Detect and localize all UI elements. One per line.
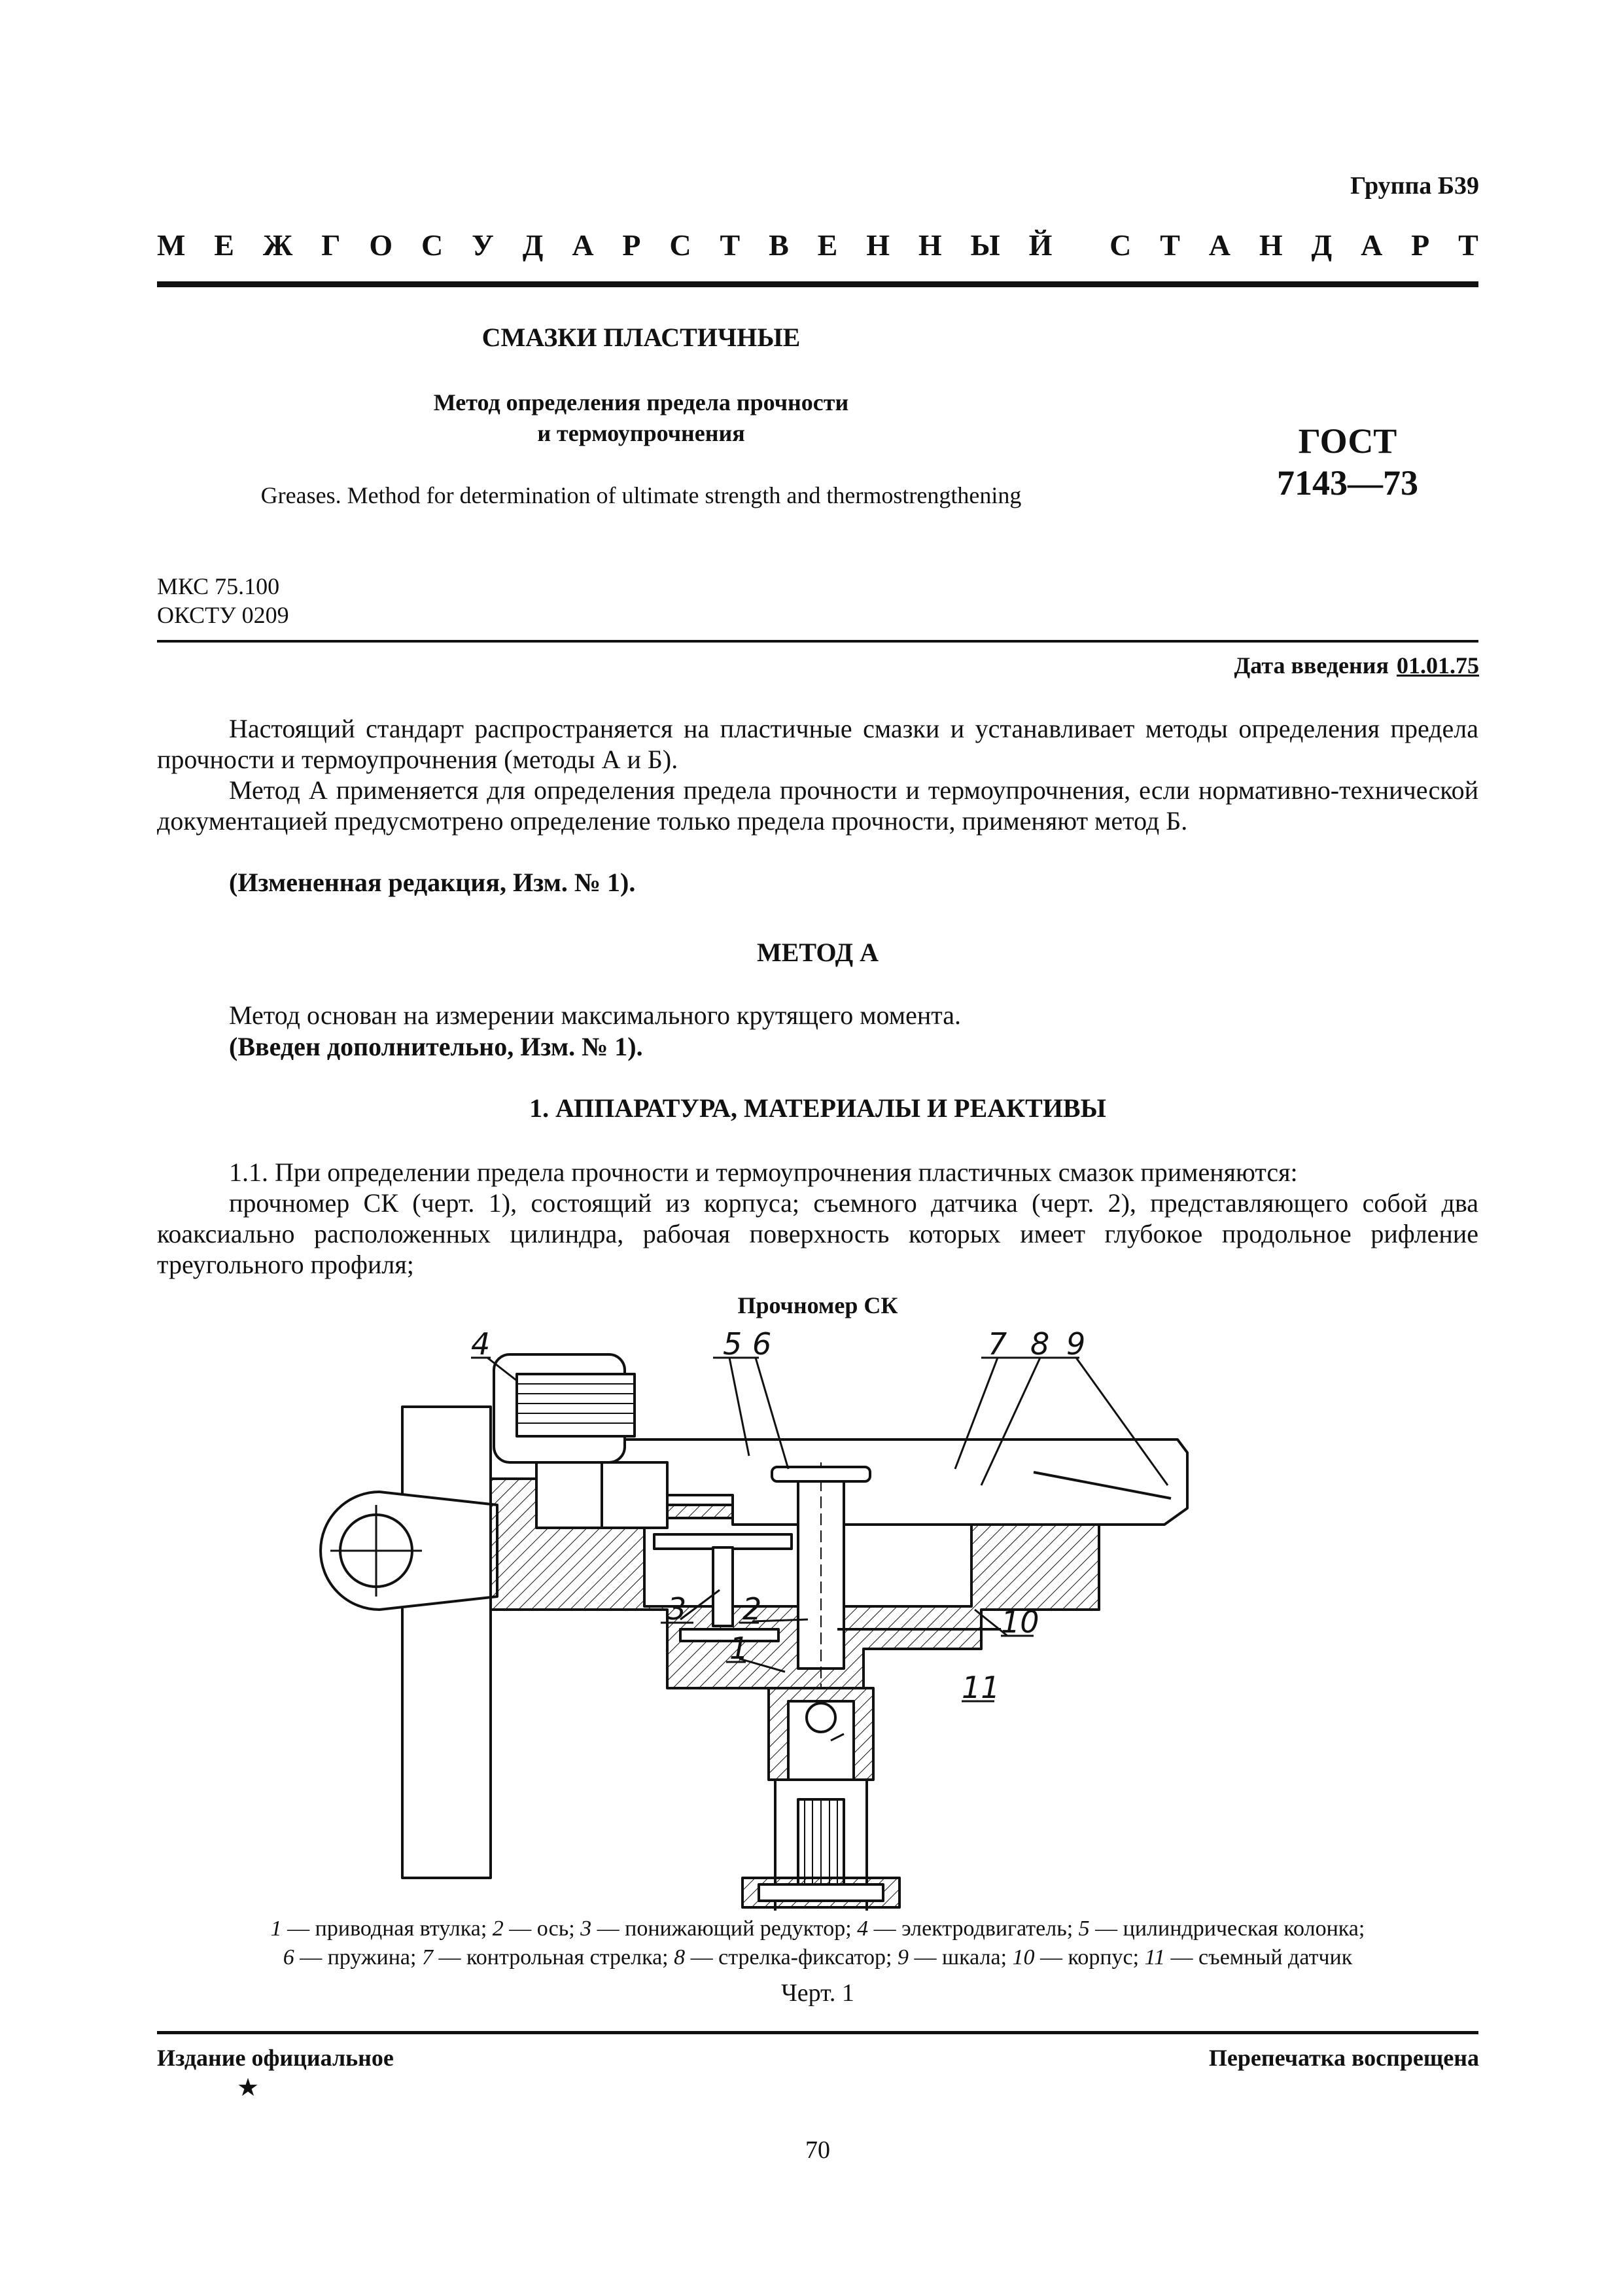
callout-8: 8 bbox=[1030, 1326, 1050, 1362]
legend-number: 6 bbox=[283, 1945, 294, 1969]
banner-letter: М bbox=[157, 228, 186, 262]
banner-letter: Р bbox=[1411, 228, 1430, 262]
banner-letter: Д bbox=[522, 228, 544, 262]
banner-letter: Р bbox=[622, 228, 641, 262]
top-rule bbox=[157, 281, 1478, 287]
intro-paragraph-2: Метод А применяется для определения предела прочности и термоупрочнения, если нормативно-технической документацией предусмотрено определение только предела прочности, применяют метод Б. bbox=[157, 775, 1478, 836]
method-a-amendment-note: (Введен дополнительно, Изм. № 1). bbox=[229, 1032, 643, 1061]
callout-11: 11 bbox=[962, 1670, 1000, 1705]
legend-text: — цилиндрическая колонка; bbox=[1089, 1916, 1365, 1941]
legend-text: — корпус; bbox=[1034, 1945, 1145, 1969]
intro-amendment-note: (Измененная редакция, Изм. № 1). bbox=[229, 868, 636, 897]
legend-number: 9 bbox=[897, 1945, 909, 1969]
standard-banner bbox=[157, 228, 1478, 262]
legend-text: — ось; bbox=[503, 1916, 581, 1941]
callout-1: 1 bbox=[729, 1631, 749, 1666]
banner-letter: Н bbox=[1259, 228, 1283, 262]
legend-number: 11 bbox=[1144, 1945, 1166, 1969]
middle-rule bbox=[157, 640, 1478, 643]
okstu-code: ОКСТУ 0209 bbox=[157, 602, 289, 628]
section-1-heading: 1. АППАРАТУРА, МАТЕРИАЛЫ И РЕАКТИВЫ bbox=[529, 1093, 1106, 1123]
banner-letter: Ы bbox=[970, 228, 1000, 262]
banner-letter: С bbox=[1109, 228, 1132, 262]
group-label: Группа Б39 bbox=[1350, 172, 1479, 200]
legend-text: — съемный датчик bbox=[1165, 1945, 1353, 1969]
figure-legend bbox=[157, 1915, 1478, 1972]
banner-letter: Д bbox=[1311, 228, 1333, 262]
banner-letter: Е bbox=[214, 228, 234, 262]
banner-letter: О bbox=[369, 228, 393, 262]
callout-7: 7 bbox=[988, 1326, 1007, 1362]
legend-number: 2 bbox=[492, 1916, 504, 1941]
method-a-heading: МЕТОД А bbox=[756, 938, 879, 967]
banner-letter: В bbox=[769, 228, 789, 262]
banner-letter: С bbox=[669, 228, 691, 262]
banner-letter: А bbox=[1208, 228, 1230, 262]
banner-letter: С bbox=[421, 228, 444, 262]
legend-number: 8 bbox=[674, 1945, 686, 1969]
callout-3: 3 bbox=[667, 1591, 687, 1627]
intro-paragraph-1: Настоящий стандарт распространяется на пластичные смазки и устанавливает методы определения предела прочности и термоупрочнения (методы А и Б). bbox=[157, 714, 1478, 774]
callout-5: 5 bbox=[723, 1326, 742, 1362]
document-title: СМАЗКИ ПЛАСТИЧНЫЕ bbox=[481, 323, 801, 352]
section-1-paragraph-2: прочномер СК (черт. 1), состоящий из корпуса; съемного датчика (черт. 2), представляющего собой два коаксиально расположенных цилиндра, рабочая поверхность которых имеет глубокое продольное рифление треугольного профиля; bbox=[157, 1188, 1478, 1279]
callout-2: 2 bbox=[742, 1591, 762, 1627]
reprint-notice: Перепечатка воспрещена bbox=[1208, 2045, 1479, 2071]
legend-text: — приводная втулка; bbox=[281, 1916, 493, 1941]
method-a-paragraph: Метод основан на измерении максимального крутящего момента. bbox=[229, 1000, 961, 1030]
banner-letter: Т bbox=[1160, 228, 1180, 262]
banner-letter: У bbox=[472, 228, 494, 262]
legend-number: 4 bbox=[857, 1916, 869, 1941]
legend-number: 3 bbox=[580, 1916, 592, 1941]
legend-text: — электродвигатель; bbox=[868, 1916, 1079, 1941]
legend-line-2 bbox=[157, 1943, 1478, 1972]
legend-number: 7 bbox=[421, 1945, 433, 1969]
gost-number: ГОСТ 7143—73 bbox=[1277, 421, 1418, 503]
legend-text: — шкала; bbox=[908, 1945, 1013, 1969]
mks-code: МКС 75.100 bbox=[157, 573, 280, 599]
banner-letter: Г bbox=[321, 228, 341, 262]
page-number: 70 bbox=[805, 2136, 830, 2164]
banner-letter: Н bbox=[918, 228, 942, 262]
legend-number: 10 bbox=[1012, 1945, 1035, 1969]
legend-number: 1 bbox=[270, 1916, 282, 1941]
callout-6: 6 bbox=[752, 1326, 772, 1362]
legend-line-1 bbox=[157, 1915, 1478, 1943]
strength-meter-drawing bbox=[262, 1322, 1230, 1911]
callout-9: 9 bbox=[1066, 1326, 1086, 1362]
callout-10: 10 bbox=[1001, 1604, 1039, 1640]
banner-letter: Й bbox=[1028, 228, 1053, 262]
banner-letter: Т bbox=[1458, 228, 1478, 262]
banner-letter: Е bbox=[817, 228, 838, 262]
english-title: Greases. Method for determination of ultimate strength and thermostrengthening bbox=[260, 482, 1022, 508]
section-1-paragraph-1: 1.1. При определении предела прочности и термоупрочнения пластичных смазок применяются: bbox=[229, 1157, 1298, 1187]
date-label: Дата введения bbox=[1234, 652, 1389, 679]
classification-codes bbox=[157, 572, 289, 629]
legend-text: — понижающий редуктор; bbox=[591, 1916, 858, 1941]
bottom-rule bbox=[157, 2031, 1478, 2034]
figure-caption: Черт. 1 bbox=[781, 1979, 854, 2007]
effective-date bbox=[1234, 652, 1480, 679]
official-edition-label: Издание официальное bbox=[157, 2045, 394, 2071]
document-subtitle: Метод определения предела прочности и термоупрочнения bbox=[433, 389, 849, 446]
figure-title: Прочномер СК bbox=[737, 1292, 898, 1318]
legend-text: — контрольная стрелка; bbox=[432, 1945, 674, 1969]
callout-4: 4 bbox=[471, 1326, 491, 1362]
banner-letter: Н bbox=[866, 228, 890, 262]
legend-text: — пружина; bbox=[294, 1945, 422, 1969]
star-icon: ★ bbox=[237, 2074, 260, 2102]
banner-letter: Т bbox=[720, 228, 741, 262]
legend-text: — стрелка-фиксатор; bbox=[685, 1945, 898, 1969]
banner-letter: А bbox=[1361, 228, 1383, 262]
banner-letter: А bbox=[572, 228, 594, 262]
date-value: 01.01.75 bbox=[1397, 652, 1479, 679]
legend-number: 5 bbox=[1078, 1916, 1090, 1941]
banner-letter: Ж bbox=[262, 228, 293, 262]
